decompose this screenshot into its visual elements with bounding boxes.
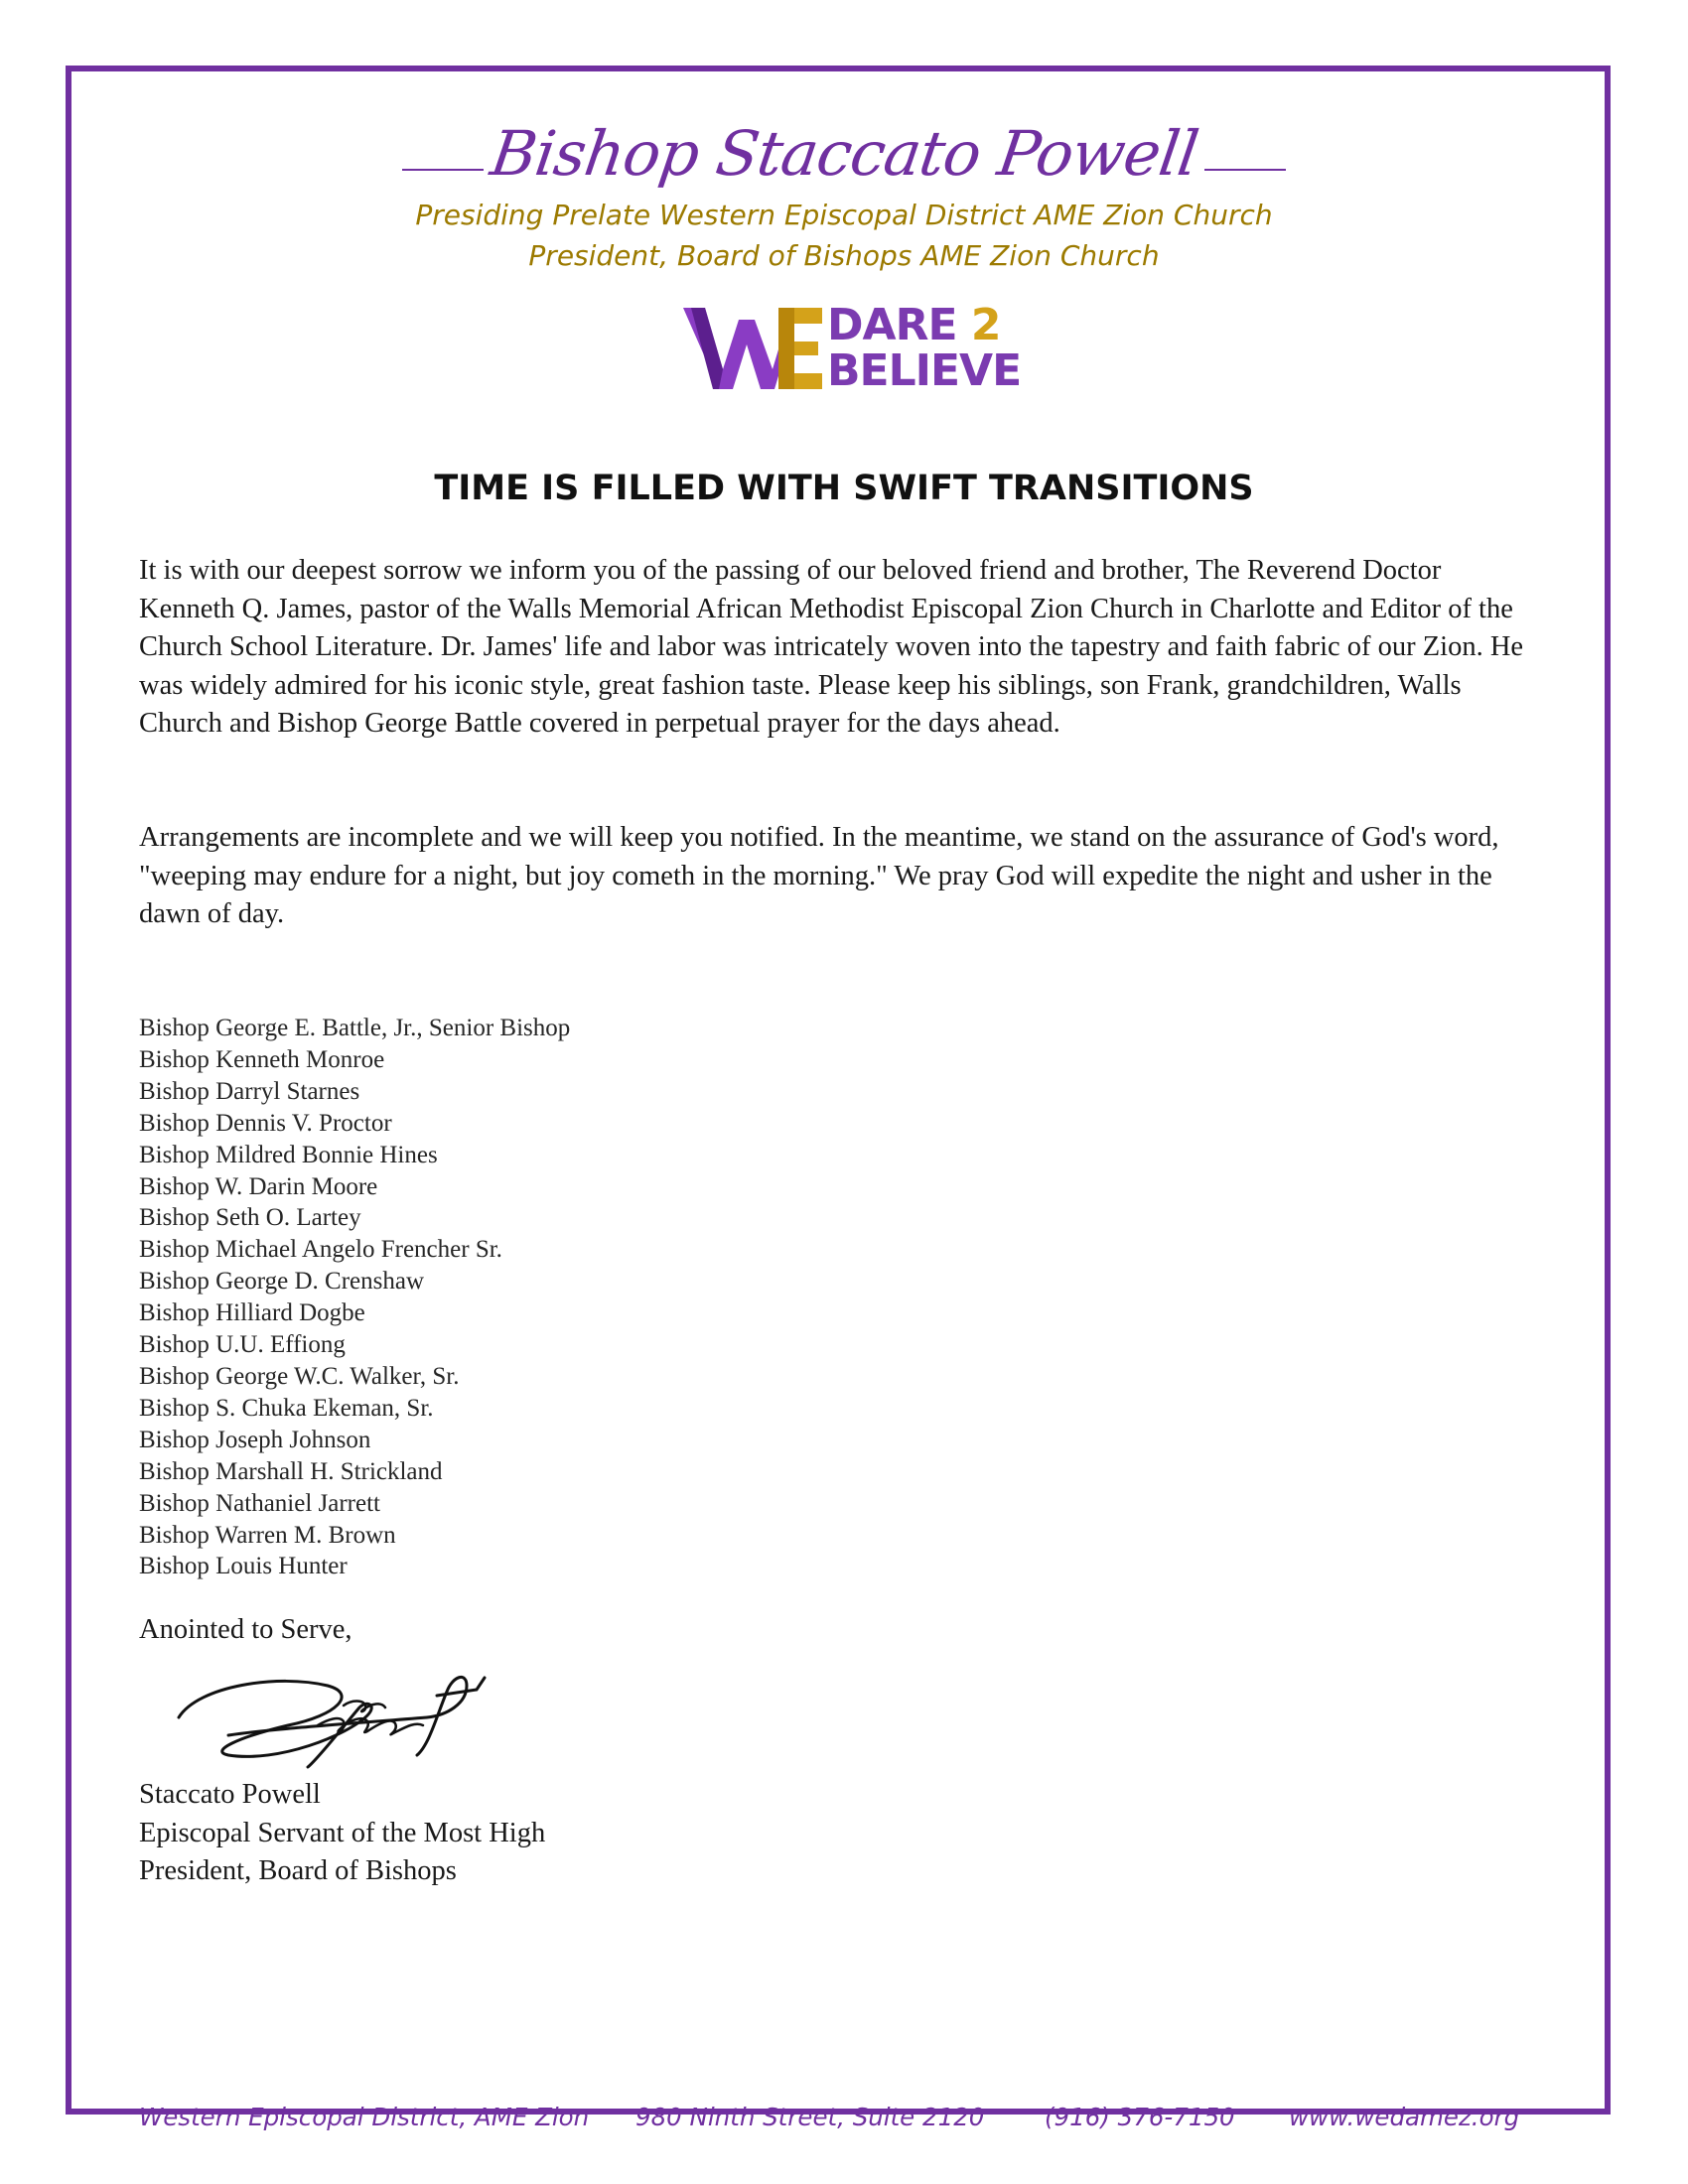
signatory-name: Staccato Powell [139,1779,321,1810]
body-paragraph-1: It is with our deepest sorrow we inform you of the passing of our beloved friend and brother, The Reverend Doctor Kenneth Q. James, pastor of the Walls Memorial African Methodist Episcopal Zion Church in Charlotte and Editor of the Church School Literature. Dr. James' life and labor was intricately woven into the tapestry and faith fabric of our Zion. He was widely admired for his iconic style, great fashion taste. Please keep his siblings, son Frank, grandchildren, Walls Church and Bishop George Battle covered in perpetual prayer for the days ahead. [139,555,1524,739]
list-item: Bishop Warren M. Brown [139,1521,396,1549]
letterhead-rule-left [402,169,484,171]
list-item: Bishop U.U. Effiong [139,1331,346,1359]
list-item: Bishop Nathaniel Jarrett [139,1489,380,1517]
we-logo-mark-icon [683,300,827,394]
signature-block [139,1776,545,1891]
footer-phone: (916) 376-7150 [1045,2103,1235,2131]
list-item: Bishop George W.C. Walker, Sr. [139,1362,460,1390]
signatory-title-2: President, Board of Bishops [139,1855,457,1886]
letterhead-subtitle-1: Presiding Prelate Western Episcopal District AME Zion Church [415,199,1273,231]
letterhead-name [402,95,1286,190]
letterhead-rule-right [1204,169,1286,171]
list-item: Bishop George D. Crenshaw [139,1268,424,1296]
list-item: Bishop Hilliard Dogbe [139,1299,365,1327]
letterhead-name-text: Bishop Staccato Powell [486,117,1202,190]
dare-2-believe-logo [683,300,1022,396]
list-item: Bishop Dennis V. Proctor [139,1109,392,1137]
list-item: Bishop Mildred Bonnie Hines [139,1141,438,1168]
list-item: Bishop S. Chuka Ekeman, Sr. [139,1394,434,1422]
list-item: Bishop Darryl Starnes [139,1077,360,1105]
footer-website: www.wedamez.org [1289,2103,1520,2131]
letterhead-subtitle-2: President, Board of Bishops AME Zion Church [528,239,1160,272]
signature-icon [169,1656,496,1775]
list-item: Bishop Michael Angelo Frencher Sr. [139,1236,502,1264]
closing-line: Anointed to Serve, [139,1614,352,1645]
footer-address: 980 Ninth Street, Suite 2120 [635,2103,985,2131]
logo-line-1: DARE 2 [827,300,1001,350]
signatory-title-1: Episcopal Servant of the Most High [139,1817,546,1848]
list-item: Bishop Marshall H. Strickland [139,1457,443,1485]
page-title: TIME IS FILLED WITH SWIFT TRANSITIONS [434,469,1254,508]
list-item: Bishop Seth O. Lartey [139,1204,361,1232]
footer-organization: Western Episcopal District, AME Zion [139,2103,590,2131]
body-paragraph-2: Arrangements are incomplete and we will keep you notified. In the meantime, we stand on the assurance of God's word, "weeping may endure for a night, but joy cometh in the morning." We pray God will expedite the night and usher in the dawn of day. [139,822,1499,929]
list-item: Bishop Louis Hunter [139,1553,348,1580]
logo-line-2: BELIEVE [827,345,1022,396]
list-item: Bishop George E. Battle, Jr., Senior Bishop [139,1015,571,1041]
bishops-list [139,1013,570,1582]
list-item: Bishop Kenneth Monroe [139,1045,385,1073]
list-item: Bishop W. Darin Moore [139,1172,378,1200]
list-item: Bishop Joseph Johnson [139,1426,371,1453]
